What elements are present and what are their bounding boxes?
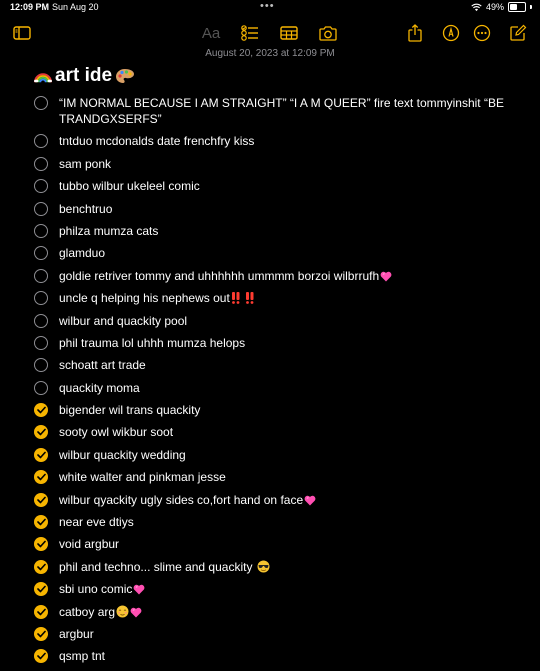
checklist-item-text <box>59 648 105 664</box>
checked-circle-icon[interactable] <box>34 470 48 484</box>
note-date: August 20, 2023 at 12:09 PM <box>205 48 335 59</box>
more-icon[interactable] <box>471 22 493 44</box>
unchecked-circle-icon[interactable] <box>34 157 48 171</box>
checklist-item-text <box>59 268 392 284</box>
checklist-item[interactable] <box>34 581 524 597</box>
unchecked-circle-icon[interactable] <box>34 381 48 395</box>
checkmark-icon <box>37 563 46 571</box>
note-title[interactable] <box>34 64 135 88</box>
checklist-item-text <box>59 604 142 620</box>
checklist-item[interactable] <box>34 335 524 351</box>
checklist-item-label: tntduo mcdonalds date frenchfry kiss <box>59 134 255 149</box>
format-text-button[interactable] <box>200 22 222 44</box>
item-emoji <box>379 269 392 283</box>
pink-heart-icon <box>130 607 142 618</box>
item-emoji <box>115 605 142 619</box>
artist-palette-icon <box>115 68 135 84</box>
checkmark-icon <box>37 518 46 526</box>
checked-circle-icon[interactable] <box>34 560 48 574</box>
notes-toolbar <box>0 18 540 46</box>
wifi-icon <box>471 3 482 12</box>
checklist-item-text <box>59 335 245 351</box>
checklist-item[interactable] <box>34 424 524 440</box>
checklist-item-text <box>59 559 270 575</box>
checklist-item[interactable] <box>34 469 524 485</box>
checklist-icon[interactable] <box>239 22 261 44</box>
checklist-item[interactable] <box>34 268 524 284</box>
checklist-item-label: schoatt art trade <box>59 358 146 373</box>
sunglasses-face-icon <box>257 560 270 573</box>
checklist-item[interactable] <box>34 313 524 329</box>
checklist-item[interactable] <box>34 648 524 664</box>
checklist <box>34 95 524 671</box>
checklist-item-label: phil trauma lol uhhh mumza helops <box>59 335 246 350</box>
checklist-item-label: bigender wil trans quackity <box>59 403 201 418</box>
checklist-item[interactable] <box>34 245 524 261</box>
checklist-item-label: wilbur and quackity pool <box>59 313 188 328</box>
checklist-item[interactable] <box>34 223 524 239</box>
status-bar <box>0 0 540 14</box>
unchecked-circle-icon[interactable] <box>34 314 48 328</box>
battery-icon <box>508 2 526 12</box>
checkmark-icon <box>37 428 46 436</box>
checklist-item-text <box>59 514 134 530</box>
checked-circle-icon[interactable] <box>34 537 48 551</box>
camera-icon[interactable] <box>317 22 339 44</box>
checklist-item[interactable] <box>34 492 524 508</box>
checked-circle-icon[interactable] <box>34 649 48 663</box>
table-icon[interactable] <box>278 22 300 44</box>
checklist-item[interactable] <box>34 357 524 373</box>
checklist-item-label: near eve dtiys <box>59 515 134 530</box>
checklist-item-text <box>59 223 158 239</box>
checklist-item-label: sooty owl wikbur soot <box>59 425 174 440</box>
checkmark-icon <box>37 496 46 504</box>
checked-circle-icon[interactable] <box>34 403 48 417</box>
checklist-item[interactable] <box>34 514 524 530</box>
checked-circle-icon[interactable] <box>34 515 48 529</box>
pink-heart-icon <box>380 271 392 282</box>
checked-circle-icon[interactable] <box>34 493 48 507</box>
checklist-item[interactable] <box>34 380 524 396</box>
checklist-item-text <box>59 402 200 418</box>
unchecked-circle-icon[interactable] <box>34 336 48 350</box>
checklist-item-text <box>59 156 111 172</box>
checked-circle-icon[interactable] <box>34 605 48 619</box>
double-exclamation-icon <box>231 292 257 304</box>
markup-icon[interactable] <box>440 22 462 44</box>
checklist-item[interactable] <box>34 402 524 418</box>
checklist-item[interactable] <box>34 156 524 172</box>
checklist-item-text <box>59 581 145 597</box>
battery-fill <box>510 4 517 10</box>
checkmark-icon <box>37 652 46 660</box>
checklist-item-text <box>59 380 140 396</box>
battery-percent: 49% <box>485 2 504 12</box>
rainbow-icon <box>34 69 52 83</box>
item-emoji <box>132 582 145 596</box>
checklist-item-label: quackity moma <box>59 380 140 395</box>
checkmark-icon <box>37 473 46 481</box>
checklist-item-text <box>59 290 257 306</box>
status-time: 12:09 PM <box>10 2 50 12</box>
checklist-item-label: benchtruo <box>59 201 113 216</box>
note-title-text: art ide <box>55 65 113 86</box>
checkmark-icon <box>37 585 46 593</box>
unchecked-circle-icon[interactable] <box>34 179 48 193</box>
unchecked-circle-icon[interactable] <box>34 202 48 216</box>
checklist-item-label: philza mumza cats <box>59 223 159 238</box>
checklist-item-label: goldie retriver tommy and uhhhhhh ummmm borzoi wilbrrufh <box>59 268 380 283</box>
checkmark-icon <box>37 630 46 638</box>
checklist-item-text <box>59 447 186 463</box>
checklist-item-label: wilbur qyackity ugly sides co,fort hand on face <box>59 492 304 507</box>
unchecked-circle-icon[interactable] <box>34 246 48 260</box>
blushing-face-icon <box>116 605 129 618</box>
checklist-item-text <box>59 178 200 194</box>
status-date: Sun Aug 20 <box>52 2 99 12</box>
checklist-item-label: argbur <box>59 626 94 641</box>
checked-circle-icon[interactable] <box>34 627 48 641</box>
pink-heart-icon <box>304 495 316 506</box>
checklist-item[interactable] <box>34 133 524 149</box>
checklist-item-text <box>59 469 226 485</box>
checked-circle-icon[interactable] <box>34 448 48 462</box>
item-emoji <box>230 291 257 305</box>
unchecked-circle-icon[interactable] <box>34 291 48 305</box>
checklist-item[interactable] <box>34 95 524 127</box>
checklist-item-text <box>59 536 119 552</box>
checklist-item-label: sam ponk <box>59 156 112 171</box>
checklist-item-text <box>59 201 112 217</box>
unchecked-circle-icon[interactable] <box>34 269 48 283</box>
status-right <box>471 2 532 12</box>
checkmark-icon <box>37 540 46 548</box>
checklist-item[interactable] <box>34 201 524 217</box>
battery-tip <box>530 5 532 9</box>
checklist-item-label: catboy arg <box>59 604 116 619</box>
checklist-item[interactable] <box>34 559 524 575</box>
checklist-item-text <box>59 626 94 642</box>
unchecked-circle-icon[interactable] <box>34 224 48 238</box>
format-text-label: Aa <box>201 24 221 42</box>
checked-circle-icon[interactable] <box>34 425 48 439</box>
checklist-item[interactable] <box>34 447 524 463</box>
checklist-item-label: tubbo wilbur ukeleel comic <box>59 179 200 194</box>
checklist-item-text <box>59 313 187 329</box>
sidebar-icon[interactable] <box>11 22 33 44</box>
checklist-item-label: glamduo <box>59 246 106 261</box>
checklist-item-text <box>59 357 146 373</box>
pink-heart-icon <box>133 584 145 595</box>
checkmark-icon <box>37 608 46 616</box>
item-emoji <box>303 493 316 507</box>
multitasking-dots-icon[interactable]: ••• <box>260 0 275 12</box>
checklist-item-label: “IM NORMAL BECAUSE I AM STRAIGHT” “I A M QUEER” fire text tommyinshit “BE TRANDGXSERFS” <box>59 96 504 126</box>
checkmark-icon <box>37 451 46 459</box>
checklist-item-label: qsmp tnt <box>59 649 106 664</box>
checklist-item[interactable] <box>34 604 524 620</box>
checklist-item-label: white walter and pinkman jesse <box>59 470 226 485</box>
checklist-item-text <box>59 492 316 508</box>
checklist-item-label: wilbur quackity wedding <box>59 447 186 462</box>
checklist-item-text <box>59 133 254 149</box>
checklist-item-label: phil and techno... slime and quackity <box>59 559 253 574</box>
checklist-item-text <box>59 95 524 127</box>
checklist-item[interactable] <box>34 290 524 306</box>
item-emoji <box>252 560 269 574</box>
checked-circle-icon[interactable] <box>34 582 48 596</box>
compose-icon[interactable] <box>507 22 529 44</box>
unchecked-circle-icon[interactable] <box>34 134 48 148</box>
checklist-item[interactable] <box>34 178 524 194</box>
share-icon[interactable] <box>404 22 426 44</box>
checklist-item-text <box>59 424 173 440</box>
checklist-item-label: uncle q helping his nephews out <box>59 291 230 306</box>
checklist-item-text <box>59 245 105 261</box>
checklist-item-label: sbi uno comic <box>59 582 133 597</box>
checklist-item-label: void argbur <box>59 537 120 552</box>
checkmark-icon <box>37 406 46 414</box>
checklist-item[interactable] <box>34 536 524 552</box>
unchecked-circle-icon[interactable] <box>34 358 48 372</box>
checklist-item[interactable] <box>34 626 524 642</box>
unchecked-circle-icon[interactable] <box>34 96 48 110</box>
